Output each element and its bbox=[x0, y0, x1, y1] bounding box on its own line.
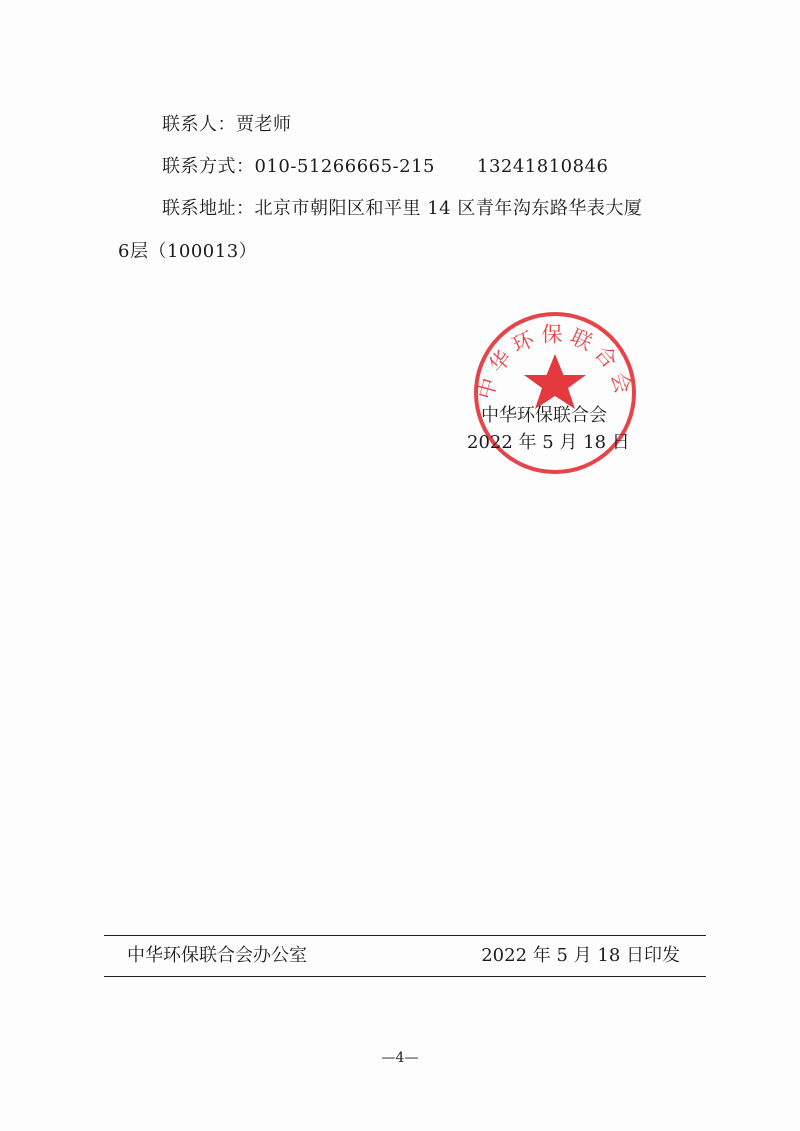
signature-date: 2022 年 5 月 18 日 bbox=[467, 432, 630, 453]
phone-landline: 010-51266665-215 bbox=[254, 156, 435, 177]
footer-top-rule bbox=[104, 935, 706, 936]
footer-issue-date: 2022 年 5 月 18 日印发 bbox=[481, 945, 680, 966]
footer-issuer: 中华环保联合会办公室 bbox=[127, 945, 307, 966]
phone-mobile: 13241810846 bbox=[477, 156, 609, 177]
signature-organization: 中华环保联合会 bbox=[481, 405, 607, 426]
contact-address-line2: 6层（100013） bbox=[118, 241, 258, 262]
seal-lettering: 中华环保联合会 bbox=[473, 322, 637, 402]
contact-phone bbox=[162, 155, 608, 179]
phone-label: 联系方式： bbox=[162, 156, 255, 177]
footer-bottom-rule bbox=[104, 976, 706, 977]
seal-star-icon bbox=[524, 354, 586, 409]
contact-person: 联系人：贾老师 bbox=[162, 114, 292, 135]
contact-address-line1: 联系地址：北京市朝阳区和平里 14 区青年沟东路华表大厦 bbox=[162, 198, 643, 219]
page-number: —4— bbox=[381, 1050, 419, 1066]
